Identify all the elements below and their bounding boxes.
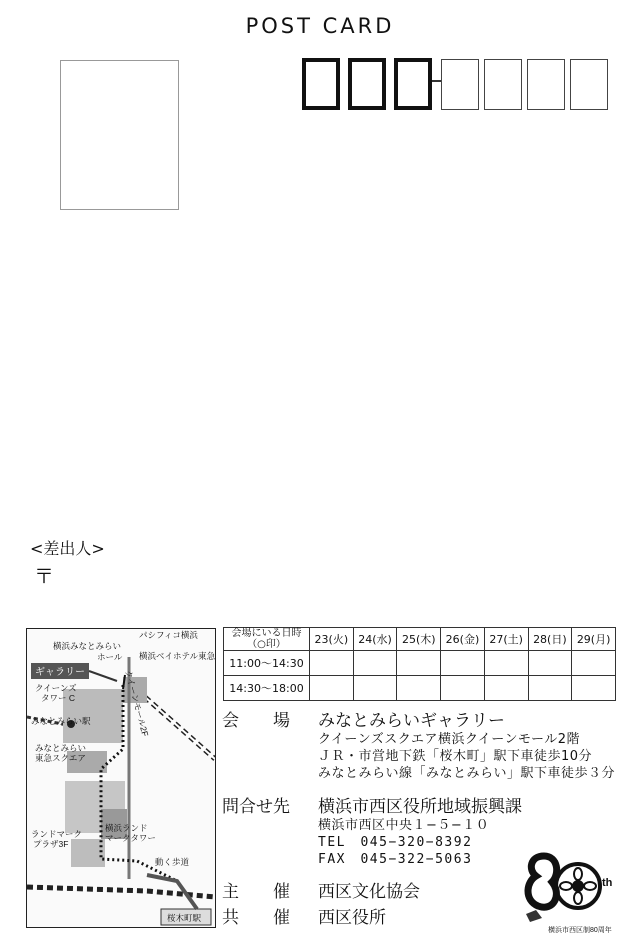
map-label-queens-mall: クイーンモール2F xyxy=(123,668,151,738)
schedule-slot: 14:30〜18:00 xyxy=(224,676,310,701)
schedule-date: 23(火) xyxy=(310,628,354,651)
contact-tel: TEL 045−320−8392 xyxy=(318,835,473,850)
co-organizer-label: 共 催 xyxy=(222,908,290,928)
map-label-minatomirai-hall-2: ホール xyxy=(97,652,123,662)
map-label-pacifico: パシフィコ横浜 xyxy=(139,630,198,640)
access-map xyxy=(26,628,216,928)
landmark-plaza-building xyxy=(71,839,105,867)
railway-line-inner xyxy=(145,697,215,759)
schedule-cell[interactable] xyxy=(484,676,528,701)
schedule-date: 26(金) xyxy=(441,628,485,651)
schedule-cell[interactable] xyxy=(397,651,441,676)
contact-name: 横浜市西区役所地域振興課 xyxy=(318,797,522,817)
organizer-label: 主 催 xyxy=(222,882,290,902)
logo-eight xyxy=(528,856,557,907)
map-label-landmark-tower: 横浜ランド xyxy=(105,823,148,833)
schedule-cell[interactable] xyxy=(397,676,441,701)
schedule-date: 29(月) xyxy=(572,628,616,651)
venue-access-jr: ＪＲ・市営地下鉄「桜木町」駅下車徒歩10分 xyxy=(318,749,593,764)
gallery-pointer xyxy=(89,671,117,681)
schedule-cell[interactable] xyxy=(572,651,616,676)
map-label-bay-hotel: 横浜ベイホテル東急 xyxy=(139,651,215,661)
schedule-header-label xyxy=(224,628,310,651)
logo-flower-center xyxy=(572,880,584,892)
logo-graphic xyxy=(522,852,618,936)
postal-code-box xyxy=(394,58,432,110)
map-label-landmark-plaza-2: プラザ3F xyxy=(33,839,69,849)
schedule-date: 27(土) xyxy=(484,628,528,651)
schedule-cell[interactable] xyxy=(310,651,354,676)
schedule-cell[interactable] xyxy=(572,676,616,701)
schedule-cell[interactable] xyxy=(484,651,528,676)
venue-access-mm: みなとみらい線「みなとみらい」駅下車徒歩３分 xyxy=(318,766,616,781)
postal-mark: 〒 xyxy=(34,564,54,588)
schedule-date: 25(木) xyxy=(397,628,441,651)
postal-code-box xyxy=(527,59,565,110)
postal-code-box xyxy=(441,59,479,110)
schedule-cell[interactable] xyxy=(441,676,485,701)
logo-th: th xyxy=(602,877,613,889)
schedule-header-row xyxy=(224,628,616,651)
postal-code-box xyxy=(570,59,608,110)
postal-code-box xyxy=(302,58,340,110)
schedule-slot: 11:00〜14:30 xyxy=(224,651,310,676)
map-label-landmark-tower-2: マークタワー xyxy=(105,833,156,843)
map-label-walkway: 動く歩道 xyxy=(155,857,190,867)
schedule-cell[interactable] xyxy=(528,676,572,701)
venue-name: みなとみらいギャラリー xyxy=(318,711,505,731)
schedule-cell[interactable] xyxy=(441,651,485,676)
map-label-mm-tokyu-2: 東急スクエア xyxy=(35,753,86,763)
postcard-title: POST CARD xyxy=(245,14,395,38)
stamp-box xyxy=(60,60,179,210)
venue-address: クイーンズスクエア横浜クイーンモール2階 xyxy=(318,732,581,747)
organizer-name: 西区文化協会 xyxy=(318,882,420,902)
nishi-ward-80th-logo xyxy=(522,852,618,936)
schedule-row xyxy=(224,676,616,701)
postal-code-box xyxy=(348,58,386,110)
co-organizer-name: 西区役所 xyxy=(318,908,386,928)
map-label-queens-c-2: タワー C xyxy=(41,693,76,703)
contact-fax: FAX 045−322−5063 xyxy=(318,852,473,867)
logo-waves xyxy=(526,910,542,922)
venue-label: 会 場 xyxy=(222,711,290,731)
map-label-landmark-plaza: ランドマーク xyxy=(31,829,83,839)
contact-address: 横浜市西区中央１−５−１０ xyxy=(318,818,490,833)
access-map-graphic xyxy=(27,629,215,927)
map-label-gallery: ギャラリー xyxy=(35,667,85,678)
contact-label: 問合せ先 xyxy=(222,797,290,817)
map-label-queens-c: クイーンズ xyxy=(35,683,77,693)
map-label-sakuragicho: 桜木町駅 xyxy=(167,913,202,923)
schedule-row xyxy=(224,651,616,676)
schedule-header-label-line2: （○印） xyxy=(247,639,286,650)
schedule-table xyxy=(223,627,616,701)
map-label-mm-station: みなとみらい駅 xyxy=(31,716,91,726)
schedule-cell[interactable] xyxy=(528,651,572,676)
postal-code-box xyxy=(484,59,522,110)
schedule-header-label-line1: 会場にいる日時 xyxy=(231,628,302,639)
schedule-date: 28(日) xyxy=(528,628,572,651)
schedule-cell[interactable] xyxy=(353,676,397,701)
logo-caption: 横浜市西区制80周年 xyxy=(548,927,612,934)
schedule-cell[interactable] xyxy=(310,676,354,701)
sender-label: <差出人> xyxy=(30,539,105,558)
schedule-cell[interactable] xyxy=(353,651,397,676)
map-label-minatomirai-hall: 横浜みなとみらい xyxy=(53,641,122,651)
map-label-mm-tokyu: みなとみらい xyxy=(35,743,87,753)
schedule-date: 24(水) xyxy=(353,628,397,651)
